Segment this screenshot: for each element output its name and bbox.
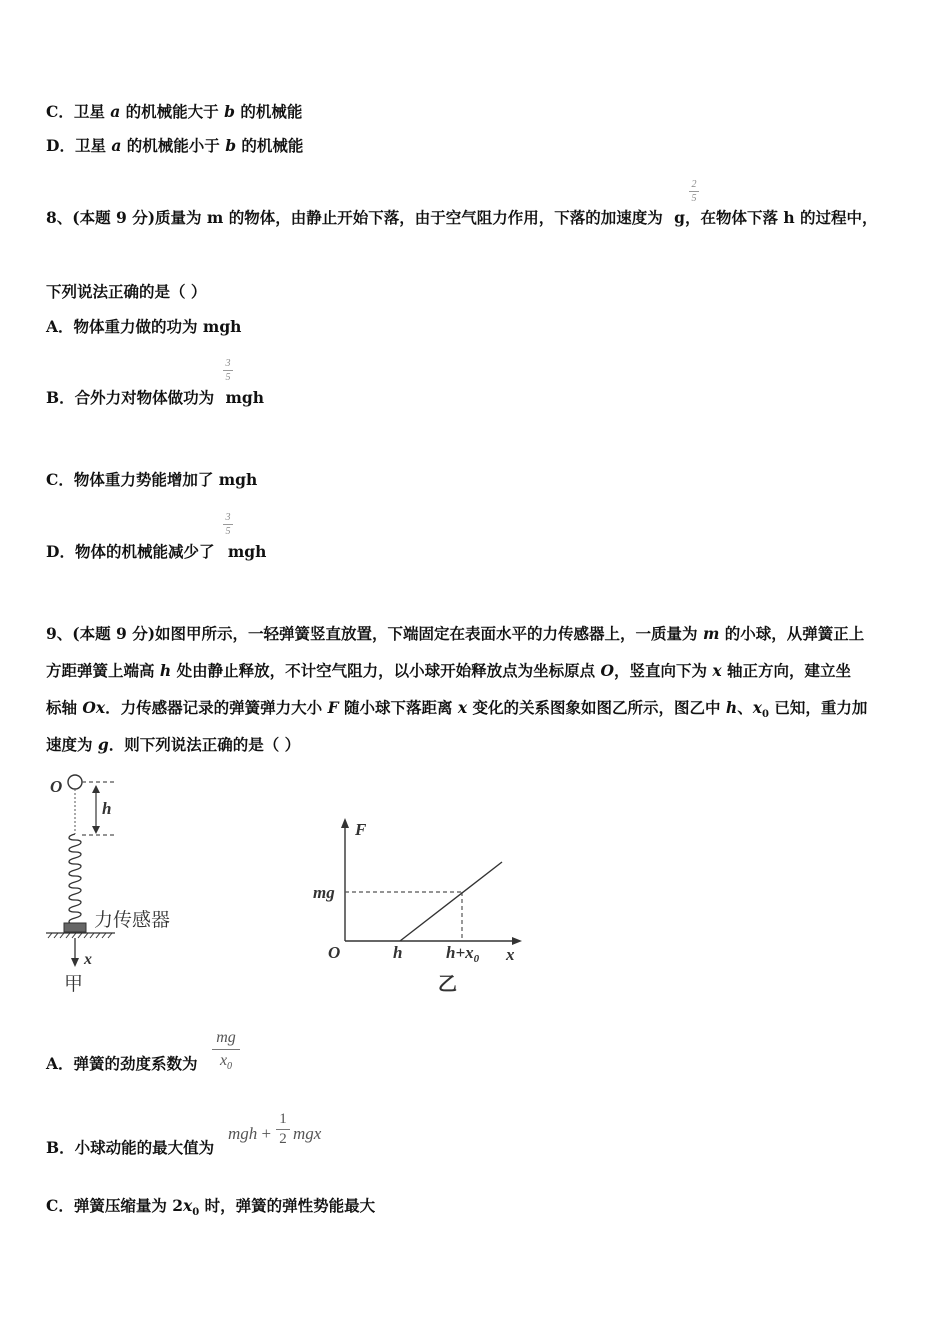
plus-sign: + — [261, 1124, 272, 1143]
q9-c-text-post: 时，弹簧的弹性势能最大 — [199, 1196, 376, 1215]
label-x: x — [84, 951, 92, 968]
subscript-0: 0 — [227, 1061, 233, 1073]
label-o: O — [50, 777, 63, 796]
figure-jia — [40, 768, 190, 998]
label-h: h — [393, 943, 403, 962]
q9-option-b: B．小球动能的最大值为 — [46, 1138, 215, 1157]
q9-text: 方距弹簧上端高 — [46, 661, 160, 680]
q9-b-mgx: mgx — [293, 1124, 322, 1143]
fraction-denominator: 5 — [691, 193, 697, 204]
label-h: h — [102, 799, 112, 818]
q8-d-fraction — [222, 512, 234, 537]
fraction-numerator: mg — [216, 1029, 236, 1046]
fraction-numerator: 3 — [225, 512, 231, 523]
q7-option-d — [46, 136, 303, 156]
var-h: h — [725, 698, 738, 717]
q9-b-fraction — [276, 1111, 290, 1148]
q9-text: 9、(本题 9 分)如图甲所示，一轻弹簧竖直放置，下端固定在表面水平的力传感器上，一质量为 — [46, 624, 703, 643]
fraction-numerator: 1 — [279, 1111, 287, 1127]
q9-text: 轴正方向，建立坐 — [721, 661, 852, 680]
q8-stem-text-post: g，在物体下落 h 的过程中， — [674, 208, 878, 227]
q8-b-fraction — [222, 358, 234, 383]
q8-option-d — [46, 542, 266, 562]
q9-text: ，竖直向下为 — [614, 661, 713, 680]
var-x0: x — [752, 698, 762, 717]
q7-d-text-post: 的机械能 — [236, 136, 304, 155]
force-line — [400, 862, 502, 941]
q9-text: ．则下列说法正确的是（ ） — [108, 735, 301, 754]
q9-stem-line1 — [46, 624, 864, 644]
q9-b-expression — [228, 1124, 271, 1144]
label-o: O — [328, 943, 341, 962]
q9-stem-line4 — [46, 735, 300, 755]
q9-c-text: C．弹簧压缩量为 2 — [46, 1196, 184, 1215]
ball-circle — [68, 775, 82, 789]
q9-text: 速度为 — [46, 735, 98, 754]
fraction-denominator: 2 — [279, 1131, 287, 1147]
q8-d-unit: mgh — [227, 542, 267, 561]
caption-jia: 甲 — [64, 973, 84, 995]
var-m: m — [702, 624, 720, 643]
q8-b-unit: mgh — [225, 388, 265, 407]
fraction-denominator: x — [219, 1052, 228, 1069]
subscript-0: 0 — [761, 709, 769, 721]
var-ox: Ox — [82, 698, 106, 717]
q9-text: ．力传感器记录的弹簧弹力大小 — [105, 698, 328, 717]
var-f: F — [327, 698, 339, 717]
figure-yi — [310, 812, 540, 1002]
var-h: h — [159, 661, 172, 680]
q8-option-b — [46, 388, 264, 408]
q7-d-text-mid: 的机械能小于 — [121, 136, 226, 155]
fraction-numerator: 2 — [691, 179, 697, 190]
caption-yi: 乙 — [438, 973, 458, 995]
q9-stem-line3 — [46, 698, 867, 725]
label-f: F — [355, 820, 367, 839]
q9-option-a: A．弹簧的劲度系数为 — [46, 1054, 198, 1073]
var-x: x — [712, 661, 722, 680]
q8-stem-text: 8、(本题 9 分)质量为 m 的物体，由静止开始下落，由于空气阻力作用，下落的加速度为 — [46, 208, 669, 227]
subscript-0: 0 — [192, 1207, 200, 1219]
fraction-denominator: 5 — [225, 372, 231, 383]
q7-option-c — [46, 102, 302, 122]
q7-c-text-mid: 的机械能大于 — [120, 102, 225, 121]
var-o: O — [600, 661, 614, 680]
label-mg: mg — [313, 883, 335, 902]
q9-a-fraction — [212, 1029, 240, 1072]
fraction-denominator: 5 — [225, 526, 231, 537]
sensor-block — [64, 923, 86, 932]
q9-text: 随小球下落距离 — [338, 698, 458, 717]
var-a: a — [111, 136, 122, 155]
q9-text: 的小球，从弹簧正上 — [719, 624, 865, 643]
spring-coil — [69, 834, 81, 930]
var-b: b — [224, 102, 235, 121]
fraction-numerator: 3 — [225, 358, 231, 369]
sensor-label: 力传感器 — [94, 909, 171, 931]
label-h-plus-x0: $h+x_0$ — [446, 943, 480, 965]
q9-stem-line2 — [46, 661, 851, 681]
q8-stem-line1 — [46, 208, 878, 228]
q8-b-text: B．合外力对物体做功为 — [46, 388, 220, 407]
q9-text: 标轴 — [46, 698, 83, 717]
q9-option-c — [46, 1196, 375, 1223]
q7-c-text-post: 的机械能 — [234, 102, 303, 121]
q7-c-text: C．卫星 — [46, 102, 111, 121]
q8-option-c: C．物体重力势能增加了 mgh — [46, 470, 258, 489]
label-x: x — [506, 945, 515, 964]
q8-d-text: D．物体的机械能减少了 — [46, 542, 220, 561]
q8-option-a: A．物体重力做的功为 mgh — [46, 317, 242, 336]
var-b: b — [225, 136, 237, 155]
var-a: a — [110, 102, 121, 121]
var-x: x — [457, 698, 468, 717]
var-x0: x — [183, 1196, 193, 1215]
expr-mgh: mgh — [228, 1124, 258, 1143]
var-g: g — [97, 735, 109, 754]
q9-text: 已知，重力加 — [768, 698, 868, 717]
q9-text: 、 — [737, 698, 753, 717]
q9-text: 处由静止释放，不计空气阻力，以小球开始释放点为坐标原点 — [171, 661, 601, 680]
q9-text: 变化的关系图象如图乙所示，图乙中 — [467, 698, 726, 717]
q8-stem-line2: 下列说法正确的是（ ） — [46, 282, 207, 301]
q7-d-text: D．卫星 — [46, 136, 112, 155]
q8-accel-fraction — [688, 179, 700, 204]
